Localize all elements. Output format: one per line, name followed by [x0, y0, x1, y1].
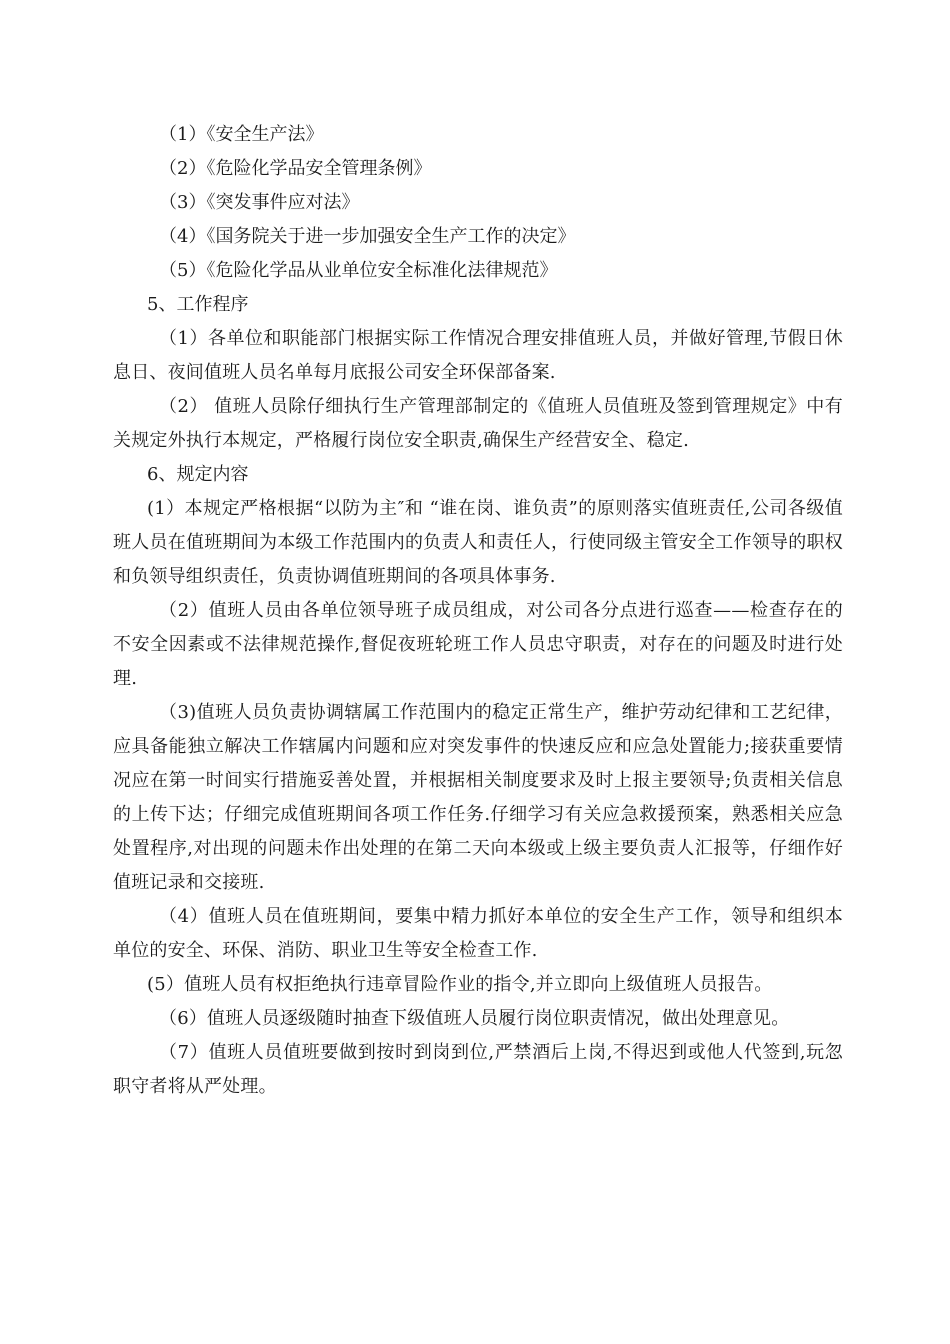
section-6-paragraph-6: （6）值班人员逐级随时抽查下级值班人员履行岗位职责情况，做出处理意见。: [159, 1008, 790, 1029]
reference-item-4: （4）《国务院关于进一步加强安全生产工作的决定》: [159, 226, 576, 247]
section-6-heading: 6、规定内容: [147, 464, 249, 485]
section-6-paragraph-7: （7）值班人员值班要做到按时到岗到位,严禁酒后上岗,不得迟到或他人代签到,玩忽职守者将从严处理。: [113, 1042, 843, 1097]
section-6-paragraph-4: （4）值班人员在值班期间，要集中精力抓好本单位的安全生产工作，领导和组织本单位的安全、环保、消防、职业卫生等安全检查工作.: [113, 906, 843, 961]
section-5-paragraph-2: （2） 值班人员除仔细执行生产管理部制定的《值班人员值班及签到管理规定》中有关规定外执行本规定，严格履行岗位安全职责,确保生产经营安全、稳定.: [113, 396, 843, 451]
reference-item-5: （5）《危险化学品从业单位安全标准化法律规范》: [159, 260, 558, 281]
section-6-paragraph-5: (5）值班人员有权拒绝执行违章冒险作业的指令,并立即向上级值班人员报告。: [147, 974, 773, 995]
section-6-paragraph-2: （2）值班人员由各单位领导班子成员组成，对公司各分点进行巡查——检查存在的不安全因素或不法律规范操作,督促夜班轮班工作人员忠守职责，对存在的问题及时进行处理.: [113, 600, 843, 689]
reference-item-1: （1）《安全生产法》: [159, 124, 324, 145]
section-6-paragraph-1: (1）本规定严格根据“以防为主″和 “谁在岗、谁负责”的原则落实值班责任,公司各级值班人员在值班期间为本级工作范围内的负责人和责任人，行使同级主管安全工作领导的职权和负领导组织责任，负责协调值班期间的各项具体事务.: [113, 498, 843, 587]
section-5-paragraph-1: （1）各单位和职能部门根据实际工作情况合理安排值班人员，并做好管理,节假日休息日、夜间值班人员名单每月底报公司安全环保部备案.: [113, 328, 843, 383]
section-5-heading: 5、工作程序: [147, 294, 249, 315]
document-page: [113, 118, 843, 1104]
reference-item-3: （3）《突发事件应对法》: [159, 192, 360, 213]
reference-item-2: （2）《危险化学品安全管理条例》: [159, 158, 432, 179]
section-6-paragraph-3: （3)值班人员负责协调辖属工作范围内的稳定正常生产，维护劳动纪律和工艺纪律，应具备能独立解决工作辖属内问题和应对突发事件的快速反应和应急处置能力;接获重要情况应在第一时间实行措施妥善处置，并根据相关制度要求及时上报主要领导;负责相关信息的上传下达；仔细完成值班期间各项工作任务.仔细学习有关应急救援预案，熟悉相关应急处置程序,对出现的问题未作出处理的在第二天向本级或上级主要负责人汇报等，仔细作好值班记录和交接班.: [113, 702, 843, 893]
